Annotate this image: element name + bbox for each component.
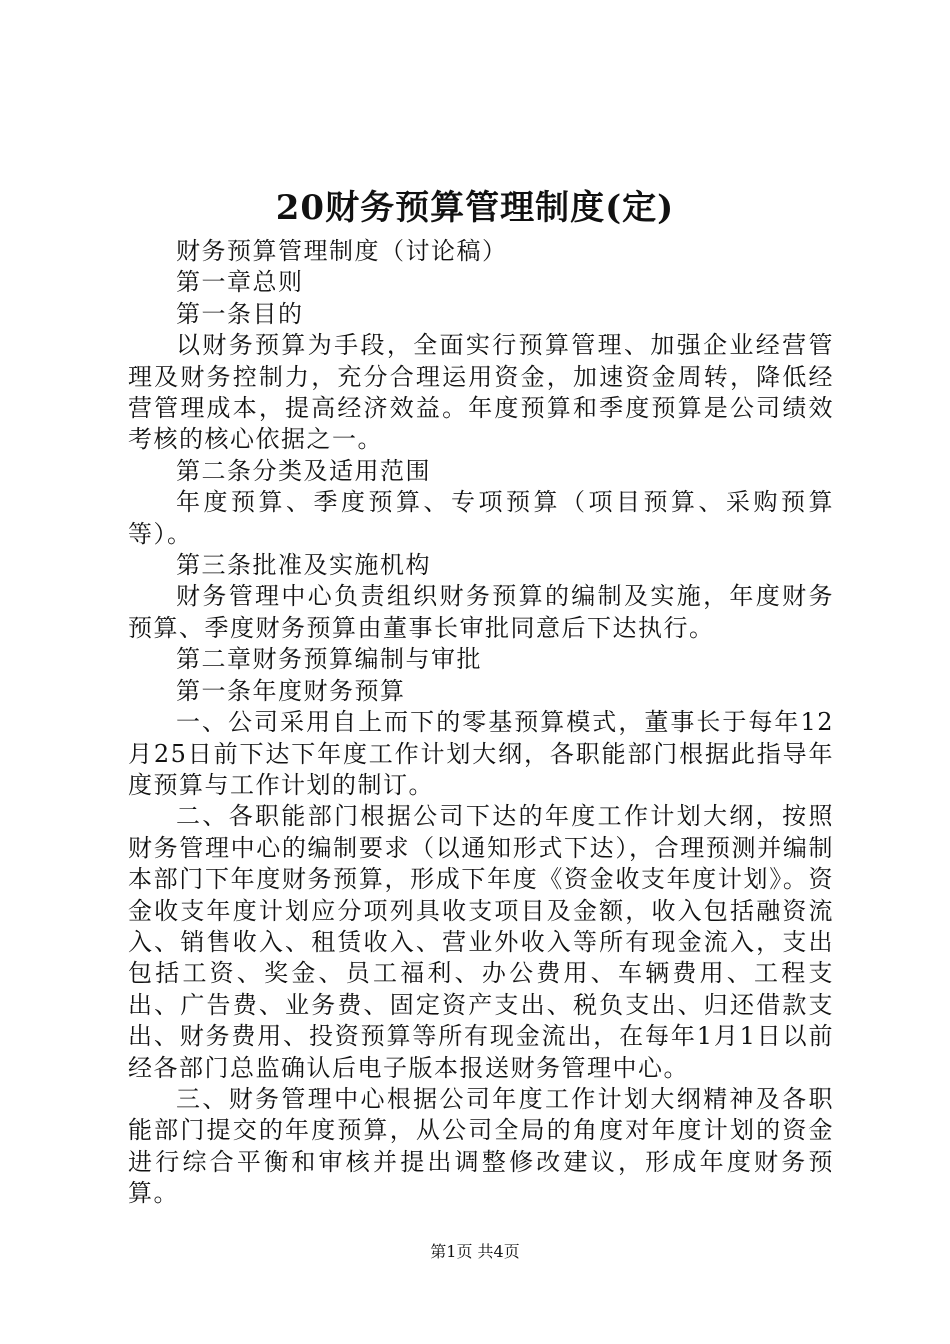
paragraph-chapter-2-article-1-heading: 第一条年度财务预算 xyxy=(176,676,406,705)
paragraph-article-2-heading: 第二条分类及适用范围 xyxy=(176,456,431,485)
paragraph-article-2-body: 年度预算、季度预算、专项预算（项目预算、采购预算等）。 xyxy=(128,488,834,548)
paragraph-item-1: 一、公司采用自上而下的零基预算模式，董事长于每年12月25日前下达下年度工作计划大纲，各职能部门根据此指导年度预算与工作计划的制订。 xyxy=(128,708,834,799)
document-title: 20财务预算管理制度(定) xyxy=(275,188,675,228)
paragraph-article-3-body: 财务管理中心负责组织财务预算的编制及实施，年度财务预算、季度财务预算由董事长审批同意后下达执行。 xyxy=(128,582,834,642)
paragraph-item-3: 三、财务管理中心根据公司年度工作计划大纲精神及各职能部门提交的年度预算，从公司全局的角度对年度计划的资金进行综合平衡和审核并提出调整修改建议，形成年度财务预算。 xyxy=(128,1084,834,1208)
paragraph-chapter-2: 第二章财务预算编制与审批 xyxy=(176,645,482,674)
document-body xyxy=(128,236,834,1210)
paragraph-article-1-body: 以财务预算为手段，全面实行预算管理、加强企业经营管理及财务控制力，充分合理运用资金，加速资金周转，降低经营管理成本，提高经济效益。年度预算和季度预算是公司绩效考核的核心依据之一。 xyxy=(128,331,834,454)
paragraph-chapter-1: 第一章总则 xyxy=(176,268,304,297)
paragraph-subtitle: 财务预算管理制度（讨论稿） xyxy=(176,237,508,265)
page-footer: 第1页 共4页 xyxy=(430,1242,520,1261)
paragraph-item-2: 二、各职能部门根据公司下达的年度工作计划大纲，按照财务管理中心的编制要求（以通知形式下达），合理预测并编制本部门下年度财务预算，形成下年度《资金收支年度计划》。资金收支年度计划应分项列具收支项目及金额，收入包括融资流入、销售收入、租赁收入、营业外收入等所有现金流入，支出包括工资、奖金、员工福利、办公费用、车辆费用、工程支出、广告费、业务费、固定资产支出、税负支出、归还借款支出、财务费用、投资预算等所有现金流出，在每年1月1日以前经各部门总监确认后电子版本报送财务管理中心。 xyxy=(128,802,834,1082)
paragraph-article-3-heading: 第三条批准及实施机构 xyxy=(176,551,431,580)
paragraph-article-1-heading: 第一条目的 xyxy=(176,299,304,328)
